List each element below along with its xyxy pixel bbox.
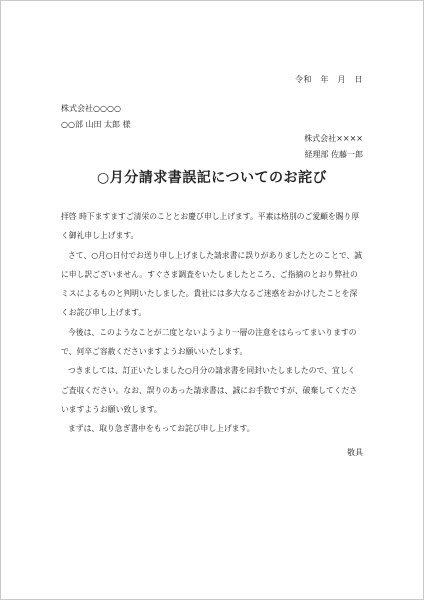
sender-person: 経理部 佐藤一郎 <box>304 150 363 159</box>
body-paragraph-correction: つきましては、訂正いたしました○月分の請求書を同封いたしましたので、宜しくご査収ください。なお、誤りのあった請求書は、誠にお手数ですが、破棄してくださいますようお願い致します。 <box>61 366 358 414</box>
letter-title: ○月分請求書誤記についてのお詫び <box>97 170 327 186</box>
recipient-block <box>61 101 131 133</box>
body-paragraph-conclusion: まずは、取り急ぎ書中をもってお詫び申し上げます。 <box>68 424 255 434</box>
closing-keigu: 敬具 <box>347 448 363 457</box>
letter-body <box>61 207 363 439</box>
body-paragraph-apology: さて、○月○日付でお送り申し上げました請求書に誤りがありましたとのことで、誠に申し訳ございません。すぐさま調査をいたしましたところ、ご指摘のとおり弊社のミスによるものと判明いたしました。貴社には多大なるご迷惑をおかけしたことを深くお詫び申し上げます。 <box>61 250 362 318</box>
sender-company: 株式会社×××× <box>304 134 363 143</box>
sender-block <box>304 131 363 163</box>
recipient-person: ○○部 山田 太郎 様 <box>61 120 131 129</box>
body-paragraph-future: 今後は、このようなことが二度とないようより一層の注意をはらってまいりますので、何卒ご容赦くださいますようお願いいたします。 <box>61 327 357 357</box>
recipient-company: 株式会社○○○○ <box>61 104 121 113</box>
letter-date: 令和 年 月 日 <box>295 75 363 84</box>
body-paragraph-greeting: 拝啓 時下ますますご清栄のこととお慶び申し上げます。平素は格別のご愛顧を賜り厚く御礼申し上げます。 <box>61 212 360 241</box>
